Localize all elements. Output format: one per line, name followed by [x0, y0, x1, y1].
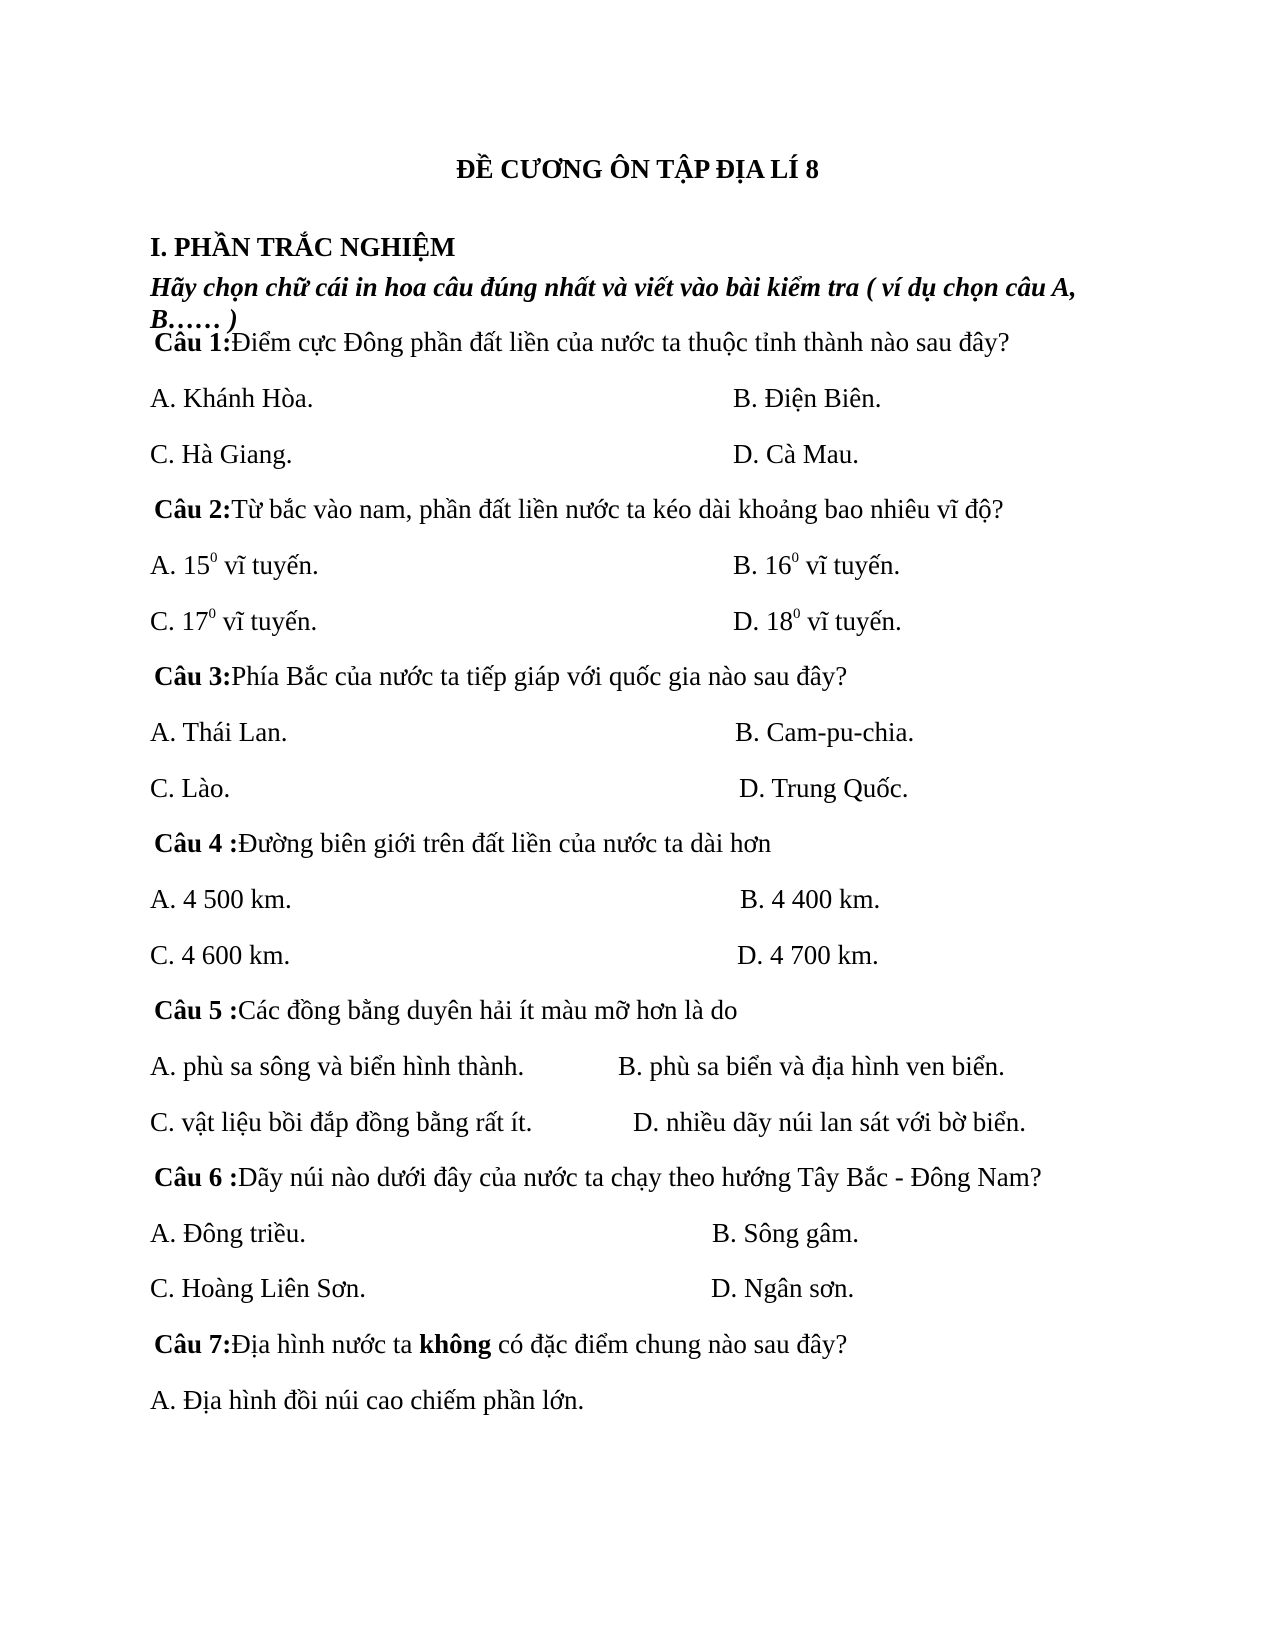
option-d: D. 4 700 km.: [737, 940, 879, 970]
option-b: B. Sông gâm.: [712, 1218, 860, 1248]
question-text: có đặc điểm chung nào sau đây?: [491, 1329, 848, 1359]
question-label: Câu 1:: [154, 327, 232, 357]
option-c: C. vật liệu bồi đắp đồng bằng rất ít.: [150, 1107, 533, 1137]
question-2: [154, 494, 1004, 525]
option-b: B. Cam-pu-chia.: [735, 717, 915, 747]
option-c: C. Lào.: [150, 773, 231, 803]
instruction-text: Hãy chọn chữ cái in hoa câu đúng nhất và viết vào bài kiểm tra ( ví dụ chọn câu A, B…… ): [150, 272, 1077, 334]
question-7: [154, 1329, 847, 1360]
option-b: B. $16^0$ vĩ tuyến.: [733, 550, 901, 580]
option-a: A. Đông triều.: [150, 1218, 306, 1248]
section-heading: I. PHẦN TRẮC NGHIỆM: [150, 232, 456, 262]
question-text: Đường biên giới trên đất liền của nước ta dài hơn: [238, 828, 772, 858]
question-text: Từ bắc vào nam, phần đất liền nước ta kéo dài khoảng bao nhiêu vĩ độ?: [231, 494, 1004, 524]
option-c: C. Hoàng Liên Sơn.: [150, 1273, 367, 1303]
option-d: D. Trung Quốc.: [739, 773, 909, 803]
question-text: Các đồng bằng duyên hải ít màu mỡ hơn là do: [238, 995, 738, 1025]
document-title: ĐỀ CƯƠNG ÔN TẬP ĐỊA LÍ 8: [455, 154, 820, 184]
option-c: C. 4 600 km.: [150, 940, 291, 970]
option-a: A. Địa hình đồi núi cao chiếm phần lớn.: [150, 1385, 585, 1415]
question-6: [154, 1162, 1042, 1193]
question-text: Phía Bắc của nước ta tiếp giáp với quốc gia nào sau đây?: [231, 661, 848, 691]
question-label: Câu 3:: [154, 661, 232, 691]
option-c: C. $17^0$ vĩ tuyến.: [150, 606, 318, 636]
option-a: A. Thái Lan.: [150, 717, 288, 747]
option-b: B. Điện Biên.: [733, 383, 882, 413]
option-a: A. $15^0$ vĩ tuyến.: [150, 550, 319, 580]
option-b: B. phù sa biển và địa hình ven biển.: [618, 1051, 1005, 1081]
question-5: [154, 995, 737, 1026]
option-a: A. Khánh Hòa.: [150, 383, 314, 413]
question-emphasis: không: [419, 1329, 492, 1359]
question-label: Câu 4 :: [154, 828, 239, 858]
question-text: Điểm cực Đông phần đất liền của nước ta thuộc tỉnh thành nào sau đây?: [231, 327, 1010, 357]
question-label: Câu 5 :: [154, 995, 239, 1025]
option-a: A. phù sa sông và biển hình thành.: [150, 1051, 525, 1081]
option-d: D. nhiều dãy núi lan sát với bờ biển.: [633, 1107, 1026, 1137]
option-a: A. 4 500 km.: [150, 884, 292, 914]
question-1: [154, 327, 1010, 358]
question-label: Câu 7:: [154, 1329, 232, 1359]
question-text: Dãy núi nào dưới đây của nước ta chạy theo hướng Tây Bắc - Đông Nam?: [238, 1162, 1042, 1192]
question-label: Câu 2:: [154, 494, 232, 524]
option-d: D. $18^0$ vĩ tuyến.: [733, 606, 902, 636]
option-c: C. Hà Giang.: [150, 439, 293, 469]
option-b: B. 4 400 km.: [740, 884, 881, 914]
question-4: [154, 828, 771, 859]
option-d: D. Cà Mau.: [733, 439, 859, 469]
option-d: D. Ngân sơn.: [711, 1273, 855, 1303]
question-label: Câu 6 :: [154, 1162, 239, 1192]
question-3: [154, 661, 847, 692]
question-text: Địa hình nước ta: [231, 1329, 420, 1359]
